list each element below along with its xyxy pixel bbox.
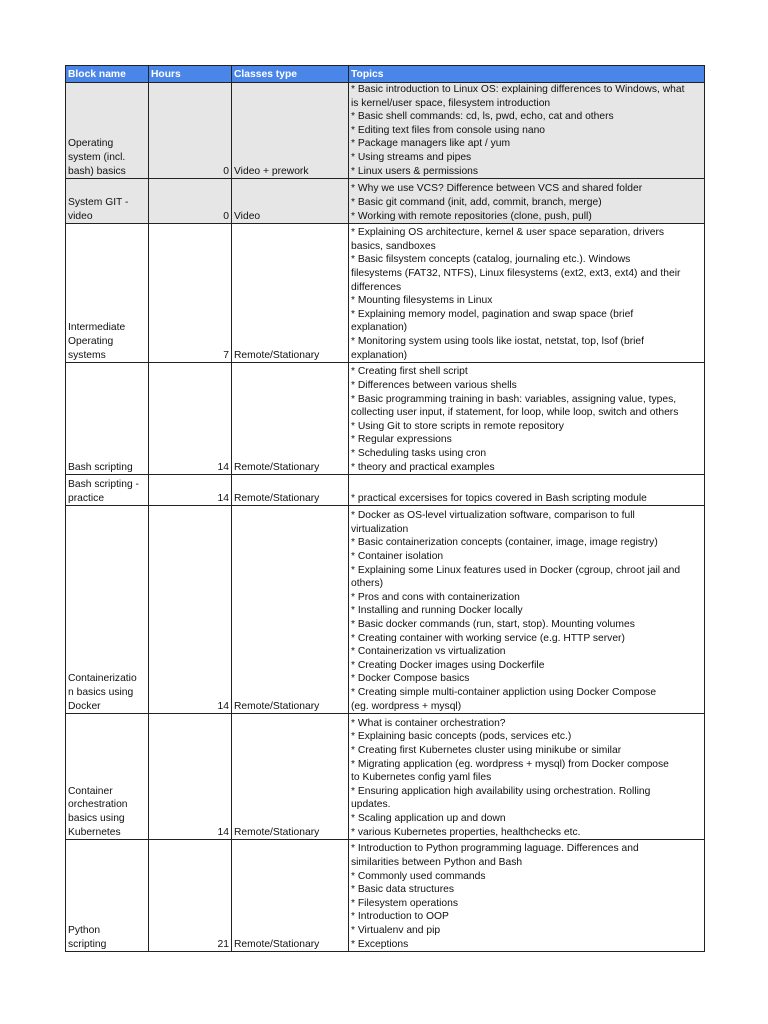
block-name-cell — [66, 179, 149, 224]
table-row — [66, 840, 705, 952]
topic-line: * Container isolation — [351, 551, 444, 563]
topic-line: * Ensuring application high availability using orchestration. Rolling — [351, 785, 651, 797]
block-name-cell — [66, 714, 149, 840]
topic-line: * Basic data structures — [351, 884, 455, 896]
block-name-cell — [66, 475, 149, 506]
table-row — [66, 363, 705, 475]
topic-line: explanation) — [351, 322, 408, 334]
block-name-line: orchestration — [68, 799, 128, 811]
header-classes-type: Classes type — [232, 66, 349, 83]
block-name-line: Container — [68, 785, 113, 797]
hours-cell: 14 — [149, 506, 232, 714]
hours-cell: 0 — [149, 83, 232, 179]
block-name-line: practice — [68, 492, 105, 504]
topic-line: differences — [351, 281, 402, 293]
header-block-name: Block name — [66, 66, 149, 83]
topic-line: * Explaining memory model, pagination and swap space (brief — [351, 308, 634, 320]
topic-line: is kernel/user space, filesystem introduction — [351, 97, 551, 109]
topic-line: * Differences between various shells — [351, 380, 517, 391]
topic-line: * Migrating application (eg. wordpress + mysql) from Docker compose — [351, 758, 669, 770]
topic-line: explanation) — [351, 349, 408, 361]
topics-cell — [349, 475, 705, 506]
topic-line: * Introduction to Python programming laguage. Differences and — [351, 843, 639, 855]
topic-line: others) — [351, 578, 384, 590]
topic-line: * Mounting filesystems in Linux — [351, 295, 493, 307]
topic-line: * Creating first shell script — [351, 366, 468, 378]
classes-type-cell: Video + prework — [232, 83, 349, 179]
classes-type-cell: Remote/Stationary — [232, 475, 349, 506]
block-name-line: Python — [68, 924, 101, 936]
topic-line — [351, 478, 702, 492]
topic-line: * Creating Docker images using Dockerfile — [351, 659, 545, 671]
block-name-line: Bash scripting - — [68, 478, 139, 490]
topic-line: * Working with remote repositories (clone, push, pull) — [351, 210, 592, 222]
topic-line: * Regular expressions — [351, 434, 452, 446]
topic-line: * Commonly used commands — [351, 870, 486, 882]
classes-type-cell: Remote/Stationary — [232, 224, 349, 363]
block-name-line: Kubernetes — [68, 826, 121, 838]
block-name-line: scripting — [68, 938, 107, 950]
block-name-line: System GIT - — [68, 196, 129, 208]
topic-line: * Introduction to OOP — [351, 911, 449, 923]
topic-line: * practical excersises for topics covered in Bash scripting module — [351, 492, 647, 504]
topic-line: * Basic filsystem concepts (catalog, journaling etc.). Windows — [351, 254, 631, 266]
topic-line: * Docker as OS-level virtualization software, comparison to full — [351, 510, 635, 522]
table-row — [66, 224, 705, 363]
table-row — [66, 83, 705, 179]
topic-line: * Scaling application up and down — [351, 812, 506, 824]
topic-line: * Creating first Kubernetes cluster using minikube or similar — [351, 745, 622, 756]
topic-line: * theory and practical examples — [351, 461, 495, 473]
topic-line: * Editing text files from console using nano — [351, 124, 546, 136]
hours-cell: 7 — [149, 224, 232, 363]
topic-line: * Filesystem operations — [351, 897, 459, 909]
table-row — [66, 475, 705, 506]
block-name-line: Bash scripting — [68, 461, 133, 473]
curriculum-table — [65, 65, 705, 952]
topic-line: filesystems (FAT32, NTFS), Linux filesystems (ext2, ext3, ext4) and their — [351, 268, 681, 279]
block-name-line: basics using — [68, 812, 125, 824]
topic-line: * What is container orchestration? — [351, 717, 506, 729]
table-row — [66, 714, 705, 840]
block-name-line: Containerizatio — [68, 673, 137, 685]
block-name-cell — [66, 83, 149, 179]
hours-cell: 21 — [149, 840, 232, 952]
topic-line: * Package managers like apt / yum — [351, 138, 511, 150]
header-topics: Topics — [349, 66, 705, 83]
topic-line: updates. — [351, 799, 391, 811]
block-name-line: video — [68, 210, 93, 222]
topic-line: * Basic git command (init, add, commit, branch, merge) — [351, 196, 602, 208]
topic-line: * Creating container with working service (e.g. HTTP server) — [351, 632, 625, 644]
topic-line: * Basic shell commands: cd, ls, pwd, echo, cat and others — [351, 111, 614, 123]
classes-type-cell: Remote/Stationary — [232, 363, 349, 475]
topic-line: similarities between Python and Bash — [351, 857, 523, 868]
block-name-cell — [66, 363, 149, 475]
table-row — [66, 506, 705, 714]
topic-line: * Using Git to store scripts in remote repository — [351, 420, 564, 432]
topics-cell — [349, 506, 705, 714]
block-name-line: systems — [68, 349, 106, 361]
topic-line: * Using streams and pipes — [351, 151, 472, 163]
header-row — [66, 66, 705, 83]
topic-line: collecting user input, if statement, for loop, while loop, switch and others — [351, 407, 679, 419]
topic-line: * Virtualenv and pip — [351, 924, 441, 936]
topic-line: * Scheduling tasks using cron — [351, 447, 487, 459]
topic-line: * Explaining OS architecture, kernel & user space separation, drivers — [351, 227, 665, 239]
topic-line: * Basic introduction to Linux OS: explaining differences to Windows, what — [351, 84, 685, 95]
hours-cell: 14 — [149, 714, 232, 840]
topic-line: * Basic programming training in bash: variables, assigning value, types, — [351, 393, 677, 405]
topic-line: to Kubernetes config yaml files — [351, 772, 492, 784]
block-name-line: bash) basics — [68, 165, 126, 177]
topics-cell — [349, 840, 705, 952]
topic-line: * Basic docker commands (run, start, stop). Mounting volumes — [351, 619, 635, 630]
topic-line: * Containerization vs virtualization — [351, 646, 506, 658]
topic-line: basics, sandboxes — [351, 240, 436, 252]
block-name-line: Intermediate — [68, 322, 126, 334]
classes-type-cell: Video — [232, 179, 349, 224]
block-name-line: n basics using — [68, 686, 134, 698]
classes-type-cell: Remote/Stationary — [232, 840, 349, 952]
hours-cell: 0 — [149, 179, 232, 224]
block-name-line: Operating — [68, 335, 114, 347]
topic-line: * Docker Compose basics — [351, 673, 470, 685]
topic-line: * Why we use VCS? Difference between VCS and shared folder — [351, 183, 643, 195]
header-hours: Hours — [149, 66, 232, 83]
topics-cell — [349, 179, 705, 224]
topics-cell — [349, 363, 705, 475]
topics-cell — [349, 714, 705, 840]
topic-line: * Installing and running Docker locally — [351, 605, 523, 617]
hours-cell: 14 — [149, 475, 232, 506]
block-name-cell — [66, 840, 149, 952]
topic-line: * Monitoring system using tools like iostat, netstat, top, lsof (brief — [351, 335, 645, 347]
classes-type-cell: Remote/Stationary — [232, 714, 349, 840]
block-name-line: Operating — [68, 138, 114, 150]
topic-line: (eg. wordpress + mysql) — [351, 700, 462, 712]
block-name-cell — [66, 506, 149, 714]
topic-line: * Creating simple multi-container appliction using Docker Compose — [351, 686, 657, 698]
topics-cell — [349, 224, 705, 363]
topic-line: * Explaining some Linux features used in Docker (cgroup, chroot jail and — [351, 564, 681, 576]
hours-cell: 14 — [149, 363, 232, 475]
topics-cell — [349, 83, 705, 179]
classes-type-cell: Remote/Stationary — [232, 506, 349, 714]
topic-line: virtualization — [351, 523, 409, 535]
block-name-line: system (incl. — [68, 151, 126, 163]
topic-line: * Exceptions — [351, 938, 409, 950]
topic-line: * Linux users & permissions — [351, 165, 479, 177]
table-row — [66, 179, 705, 224]
topic-line: * various Kubernetes properties, healthchecks etc. — [351, 826, 581, 838]
block-name-cell — [66, 224, 149, 363]
topic-line: * Basic containerization concepts (container, image, image registry) — [351, 537, 658, 549]
topic-line: * Explaining basic concepts (pods, services etc.) — [351, 731, 572, 743]
block-name-line: Docker — [68, 700, 101, 712]
topic-line: * Pros and cons with containerization — [351, 591, 520, 603]
